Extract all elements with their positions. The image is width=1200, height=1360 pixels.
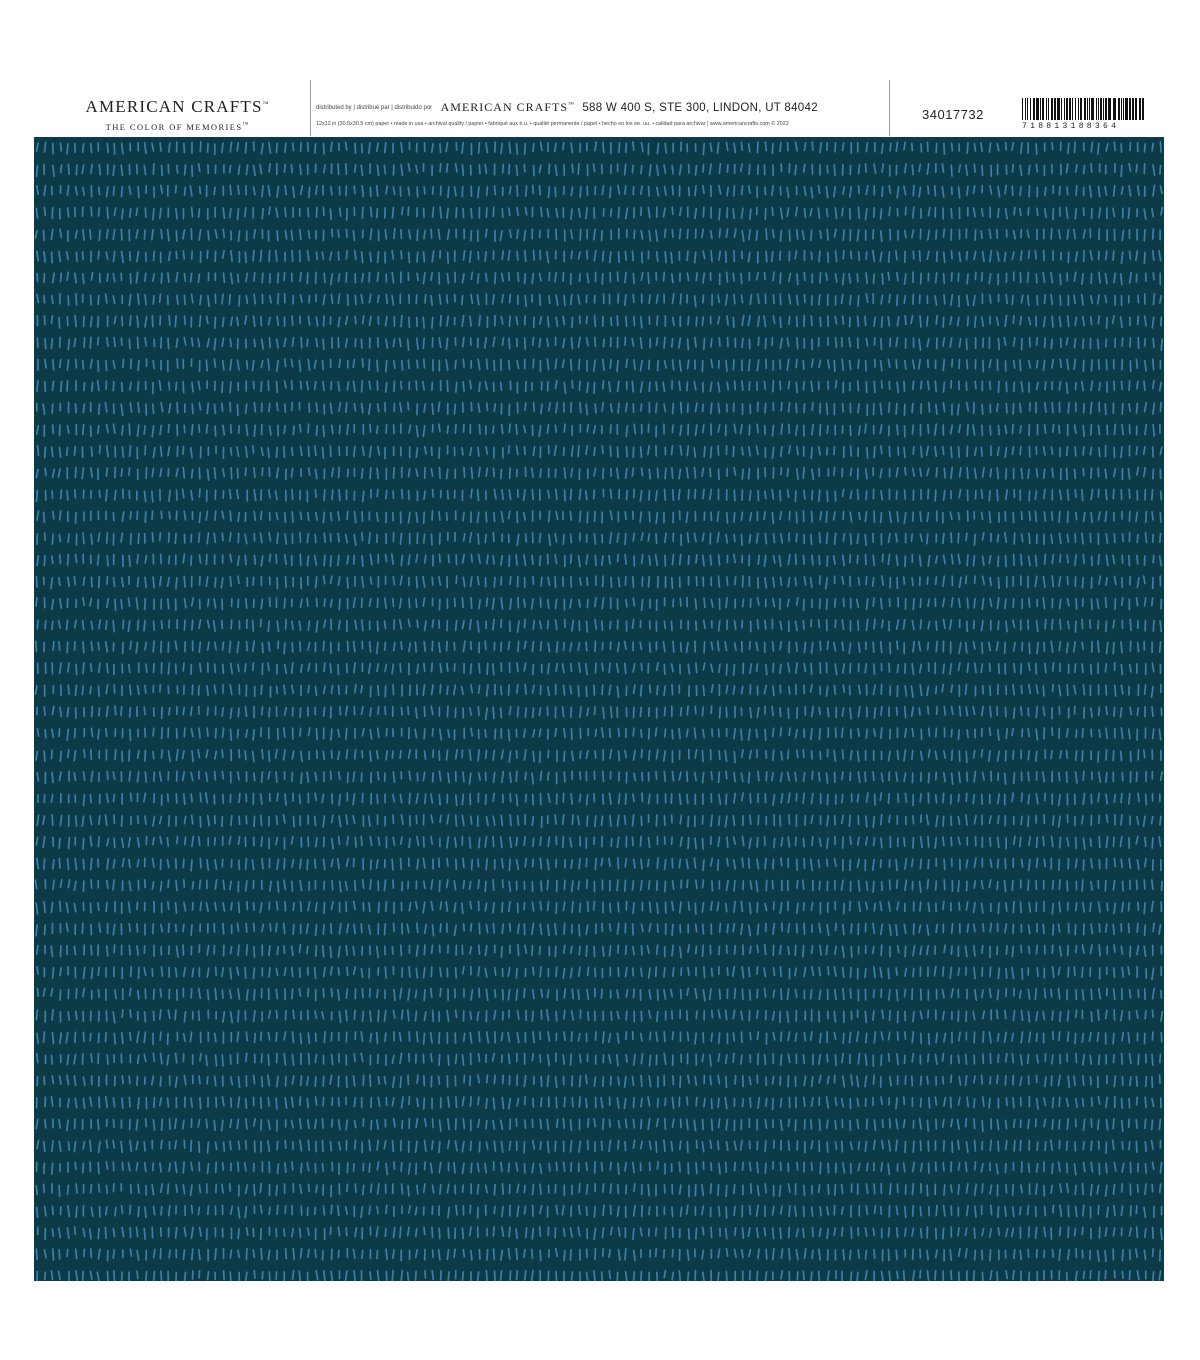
divider bbox=[889, 80, 890, 136]
distributor-brand: AMERICAN CRAFTS™ bbox=[440, 100, 574, 115]
distributed-by-label: distributed by | distribué par | distribuido por bbox=[316, 104, 433, 111]
dash-pattern bbox=[34, 137, 1164, 1281]
divider bbox=[310, 80, 311, 136]
barcode bbox=[1022, 98, 1144, 131]
distributor-line bbox=[316, 99, 818, 117]
distributor-address: 588 W 400 S, STE 300, LINDON, UT 84042 bbox=[582, 101, 818, 114]
pattern-paper bbox=[34, 137, 1164, 1281]
upc-number: 718813188364 bbox=[1022, 122, 1120, 131]
brand-name: AMERICAN CRAFTS™ bbox=[85, 97, 269, 116]
sku-number: 34017732 bbox=[922, 107, 984, 122]
brand-logo bbox=[72, 97, 282, 132]
label-header bbox=[34, 80, 1164, 136]
fine-print: 12x12 in (30.5x30.5 cm) paper • made in usa • archival quality / papier • fabriqué aux é.u. • qualité permanente / papel • hecho en los ee. uu. • calidad para archivar | www.americancrafts.com © 2022 bbox=[316, 121, 789, 127]
barcode-icon bbox=[1022, 98, 1144, 120]
brand-tagline: THE COLOR OF MEMORIES™ bbox=[105, 122, 249, 132]
